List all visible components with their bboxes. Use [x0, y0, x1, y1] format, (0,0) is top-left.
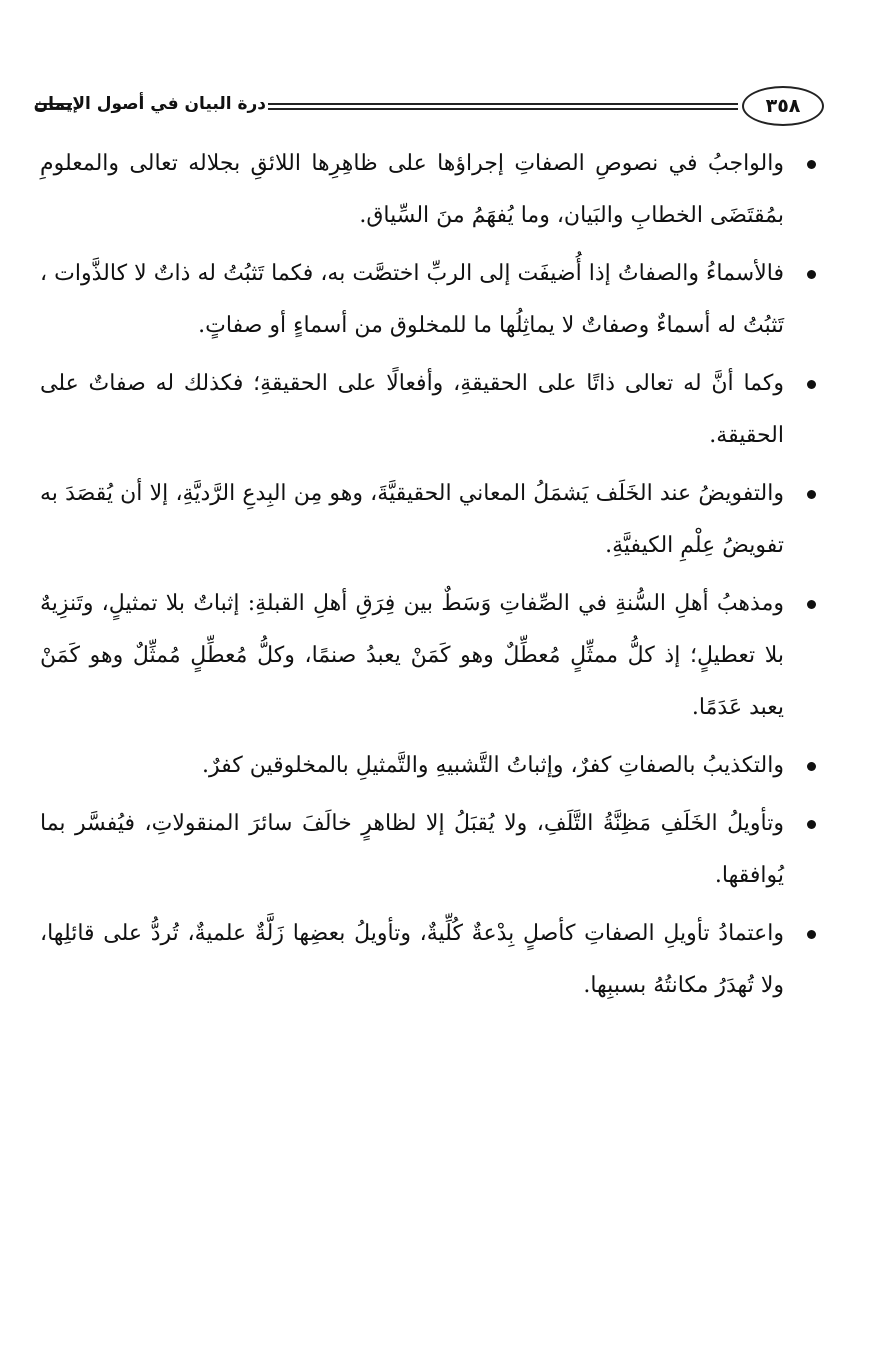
bullet-icon	[807, 600, 816, 609]
paragraph-text: والواجبُ في نصوصِ الصفاتِ إجراؤها على ظاهِرِها اللائقِ بجلاله تعالى والمعلومِ بمُقتَضَى الخطابِ والبَيان، وما يُفهَمُ منَ السِّياق.	[40, 151, 784, 228]
list-item	[40, 578, 820, 734]
paragraph-text: والتفويضُ عند الخَلَف يَشمَلُ المعاني الحقيقيَّةَ، وهو مِن البِدعِ الرَّديَّةِ، إلا أن يُقصَدَ به تفويضُ عِلْمِ الكيفيَّةِ.	[40, 481, 784, 558]
bullet-icon	[807, 380, 816, 389]
page-header	[33, 86, 824, 132]
paragraph-text: والتكذيبُ بالصفاتِ كفرٌ، وإثباتُ التَّشبيهِ والتَّمثيلِ بالمخلوقين كفرٌ.	[202, 753, 784, 778]
book-title: درة البيان في أصول الإيمان	[33, 94, 266, 114]
bullet-icon	[807, 270, 816, 279]
list-item	[40, 740, 820, 792]
bullet-icon	[807, 490, 816, 499]
page-body	[40, 138, 820, 1018]
paragraph-text: وتأويلُ الخَلَفِ مَظِنَّةُ التَّلَفِ، ولا يُقبَلُ إلا لظاهرٍ خالَفَ سائرَ المنقولاتِ، فيُفسَّر بما يُوافقها.	[40, 811, 784, 888]
list-item	[40, 908, 820, 1012]
paragraph-text: واعتمادُ تأويلِ الصفاتِ كأصلٍ بِدْعةٌ كُلِّيةٌ، وتأويلُ بعضِها زَلَّةٌ علميةٌ، تُردُّ على قائلِها، ولا تُهدَرُ مكانتُهُ بسببِها.	[40, 921, 784, 998]
page-number: ٣٥٨	[742, 86, 824, 126]
list-item	[40, 248, 820, 352]
list-item	[40, 468, 820, 572]
bullet-icon	[807, 820, 816, 829]
bullet-icon	[807, 160, 816, 169]
bullet-icon	[807, 762, 816, 771]
bullet-icon	[807, 930, 816, 939]
header-rule-middle	[268, 103, 738, 110]
list-item	[40, 138, 820, 242]
paragraph-text: ومذهبُ أهلِ السُّنةِ في الصِّفاتِ وَسَطٌ بين فِرَقِ أهلِ القبلةِ: إثباتٌ بلا تمثيلٍ، وتَنزِيهٌ بلا تعطيلٍ؛ إذ كلُّ ممثِّلٍ مُعطِّلٌ وهو كَمَنْ يعبدُ صنمًا، وكلُّ مُعطِّلٍ مُمثِّلٌ وهو كَمَنْ يعبد عَدَمًا.	[40, 591, 784, 720]
paragraph-text: وكما أنَّ له تعالى ذاتًا على الحقيقةِ، وأفعالًا على الحقيقةِ؛ فكذلك له صفاتٌ على الحقيقة.	[40, 371, 784, 448]
list-item	[40, 798, 820, 902]
list-item	[40, 358, 820, 462]
paragraph-text: فالأسماءُ والصفاتُ إذا أُضيفَت إلى الربِّ اختصَّت به، فكما تَثبُتُ له ذاتٌ لا كالذَّوات ، تَثبُتُ له أسماءٌ وصفاتٌ لا يماثِلُها ما للمخلوق من أسماءٍ أو صفاتٍ.	[40, 261, 784, 338]
